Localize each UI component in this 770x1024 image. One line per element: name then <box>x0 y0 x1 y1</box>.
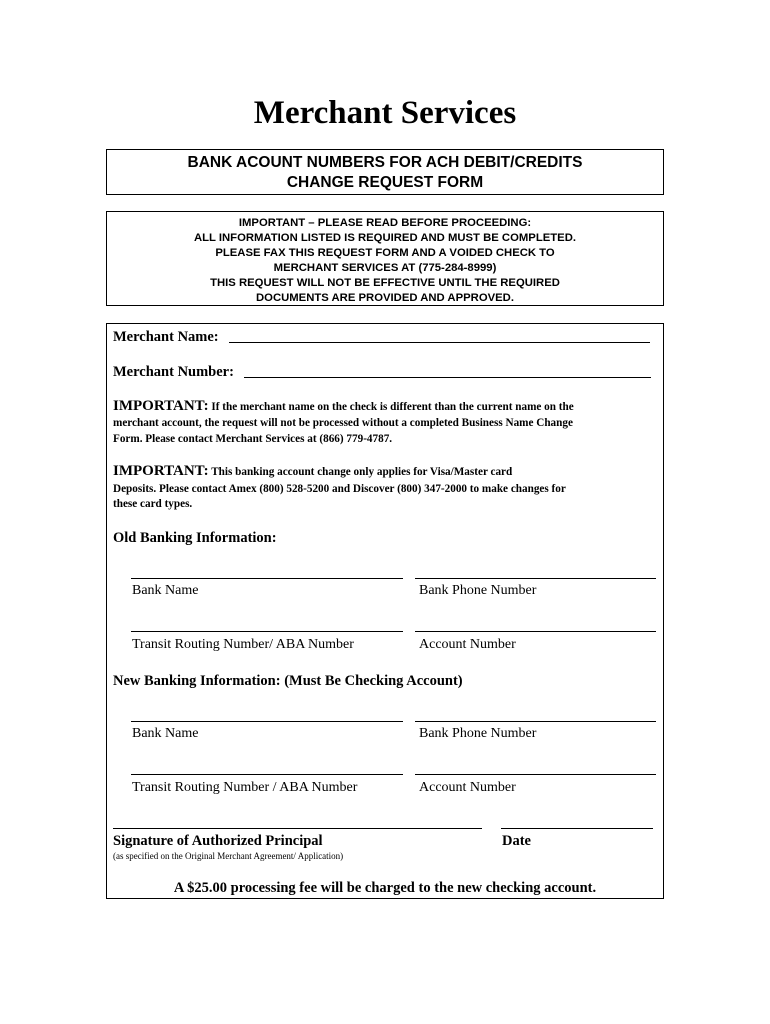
form-heading-box <box>106 149 664 195</box>
notice-line-4: MERCHANT SERVICES AT (775-284-8999) <box>273 262 497 274</box>
merchant-number-label: Merchant Number: <box>113 364 234 380</box>
new-bank-name-label: Bank Name <box>132 726 199 741</box>
old-banking-heading: Old Banking Information: <box>113 530 277 546</box>
new-routing-field[interactable] <box>131 774 403 775</box>
old-account-field[interactable] <box>415 631 656 632</box>
old-routing-field[interactable] <box>131 631 403 632</box>
signature-label: Signature of Authorized Principal <box>113 833 323 849</box>
signature-note: (as specified on the Original Merchant Agreement/ Application) <box>113 851 344 861</box>
new-banking-heading: New Banking Information: (Must Be Checking Account) <box>113 673 463 689</box>
form-heading-line-1: BANK ACOUNT NUMBERS FOR ACH DEBIT/CREDITS <box>187 154 583 171</box>
important-2-line-2: Deposits. Please contact Amex (800) 528-5200 and Discover (800) 347-2000 to make changes for <box>113 483 566 495</box>
important-2-line-3: these card types. <box>113 498 193 510</box>
processing-fee-note: A $25.00 processing fee will be charged to the new checking account. <box>173 880 597 896</box>
new-bank-phone-field[interactable] <box>415 721 656 722</box>
merchant-name-field[interactable] <box>229 342 650 343</box>
old-bank-name-label: Bank Name <box>132 583 199 598</box>
merchant-name-label: Merchant Name: <box>113 329 219 345</box>
form-heading-line-2: CHANGE REQUEST FORM <box>286 174 484 191</box>
important-paragraph-1 <box>113 398 574 415</box>
new-bank-name-field[interactable] <box>131 721 403 722</box>
old-bank-name-field[interactable] <box>131 578 403 579</box>
important-1-heading: IMPORTANT: <box>113 398 209 414</box>
notice-line-2: ALL INFORMATION LISTED IS REQUIRED AND MUST BE COMPLETED. <box>193 232 576 244</box>
important-paragraph-2 <box>113 463 512 480</box>
date-label: Date <box>502 833 531 849</box>
signature-field[interactable] <box>113 828 482 829</box>
notice-line-5: THIS REQUEST WILL NOT BE EFFECTIVE UNTIL THE REQUIRED <box>210 277 560 289</box>
new-account-label: Account Number <box>419 780 516 795</box>
important-1-line-3: Form. Please contact Merchant Services at (866) 779-4787. <box>113 433 393 445</box>
old-routing-label: Transit Routing Number/ ABA Number <box>132 637 354 652</box>
important-1-line-2: merchant account, the request will not be processed without a completed Business Name Change <box>113 417 573 429</box>
new-bank-phone-label: Bank Phone Number <box>419 726 537 741</box>
new-account-field[interactable] <box>415 774 656 775</box>
merchant-number-field[interactable] <box>244 377 651 378</box>
notice-line-3: PLEASE FAX THIS REQUEST FORM AND A VOIDED CHECK TO <box>215 247 555 259</box>
important-notice-box <box>106 211 664 306</box>
important-1-line-1: If the merchant name on the check is different than the current name on the <box>211 401 574 413</box>
important-2-heading: IMPORTANT: <box>113 463 209 479</box>
notice-line-6: DOCUMENTS ARE PROVIDED AND APPROVED. <box>256 292 514 304</box>
new-routing-label: Transit Routing Number / ABA Number <box>132 780 358 795</box>
date-field[interactable] <box>501 828 653 829</box>
old-account-label: Account Number <box>419 637 516 652</box>
important-2-line-1: This banking account change only applies for Visa/Master card <box>211 466 513 478</box>
page-title: Merchant Services <box>253 95 517 131</box>
old-bank-phone-field[interactable] <box>415 578 656 579</box>
old-bank-phone-label: Bank Phone Number <box>419 583 537 598</box>
notice-line-1: IMPORTANT – PLEASE READ BEFORE PROCEEDING: <box>238 217 532 229</box>
